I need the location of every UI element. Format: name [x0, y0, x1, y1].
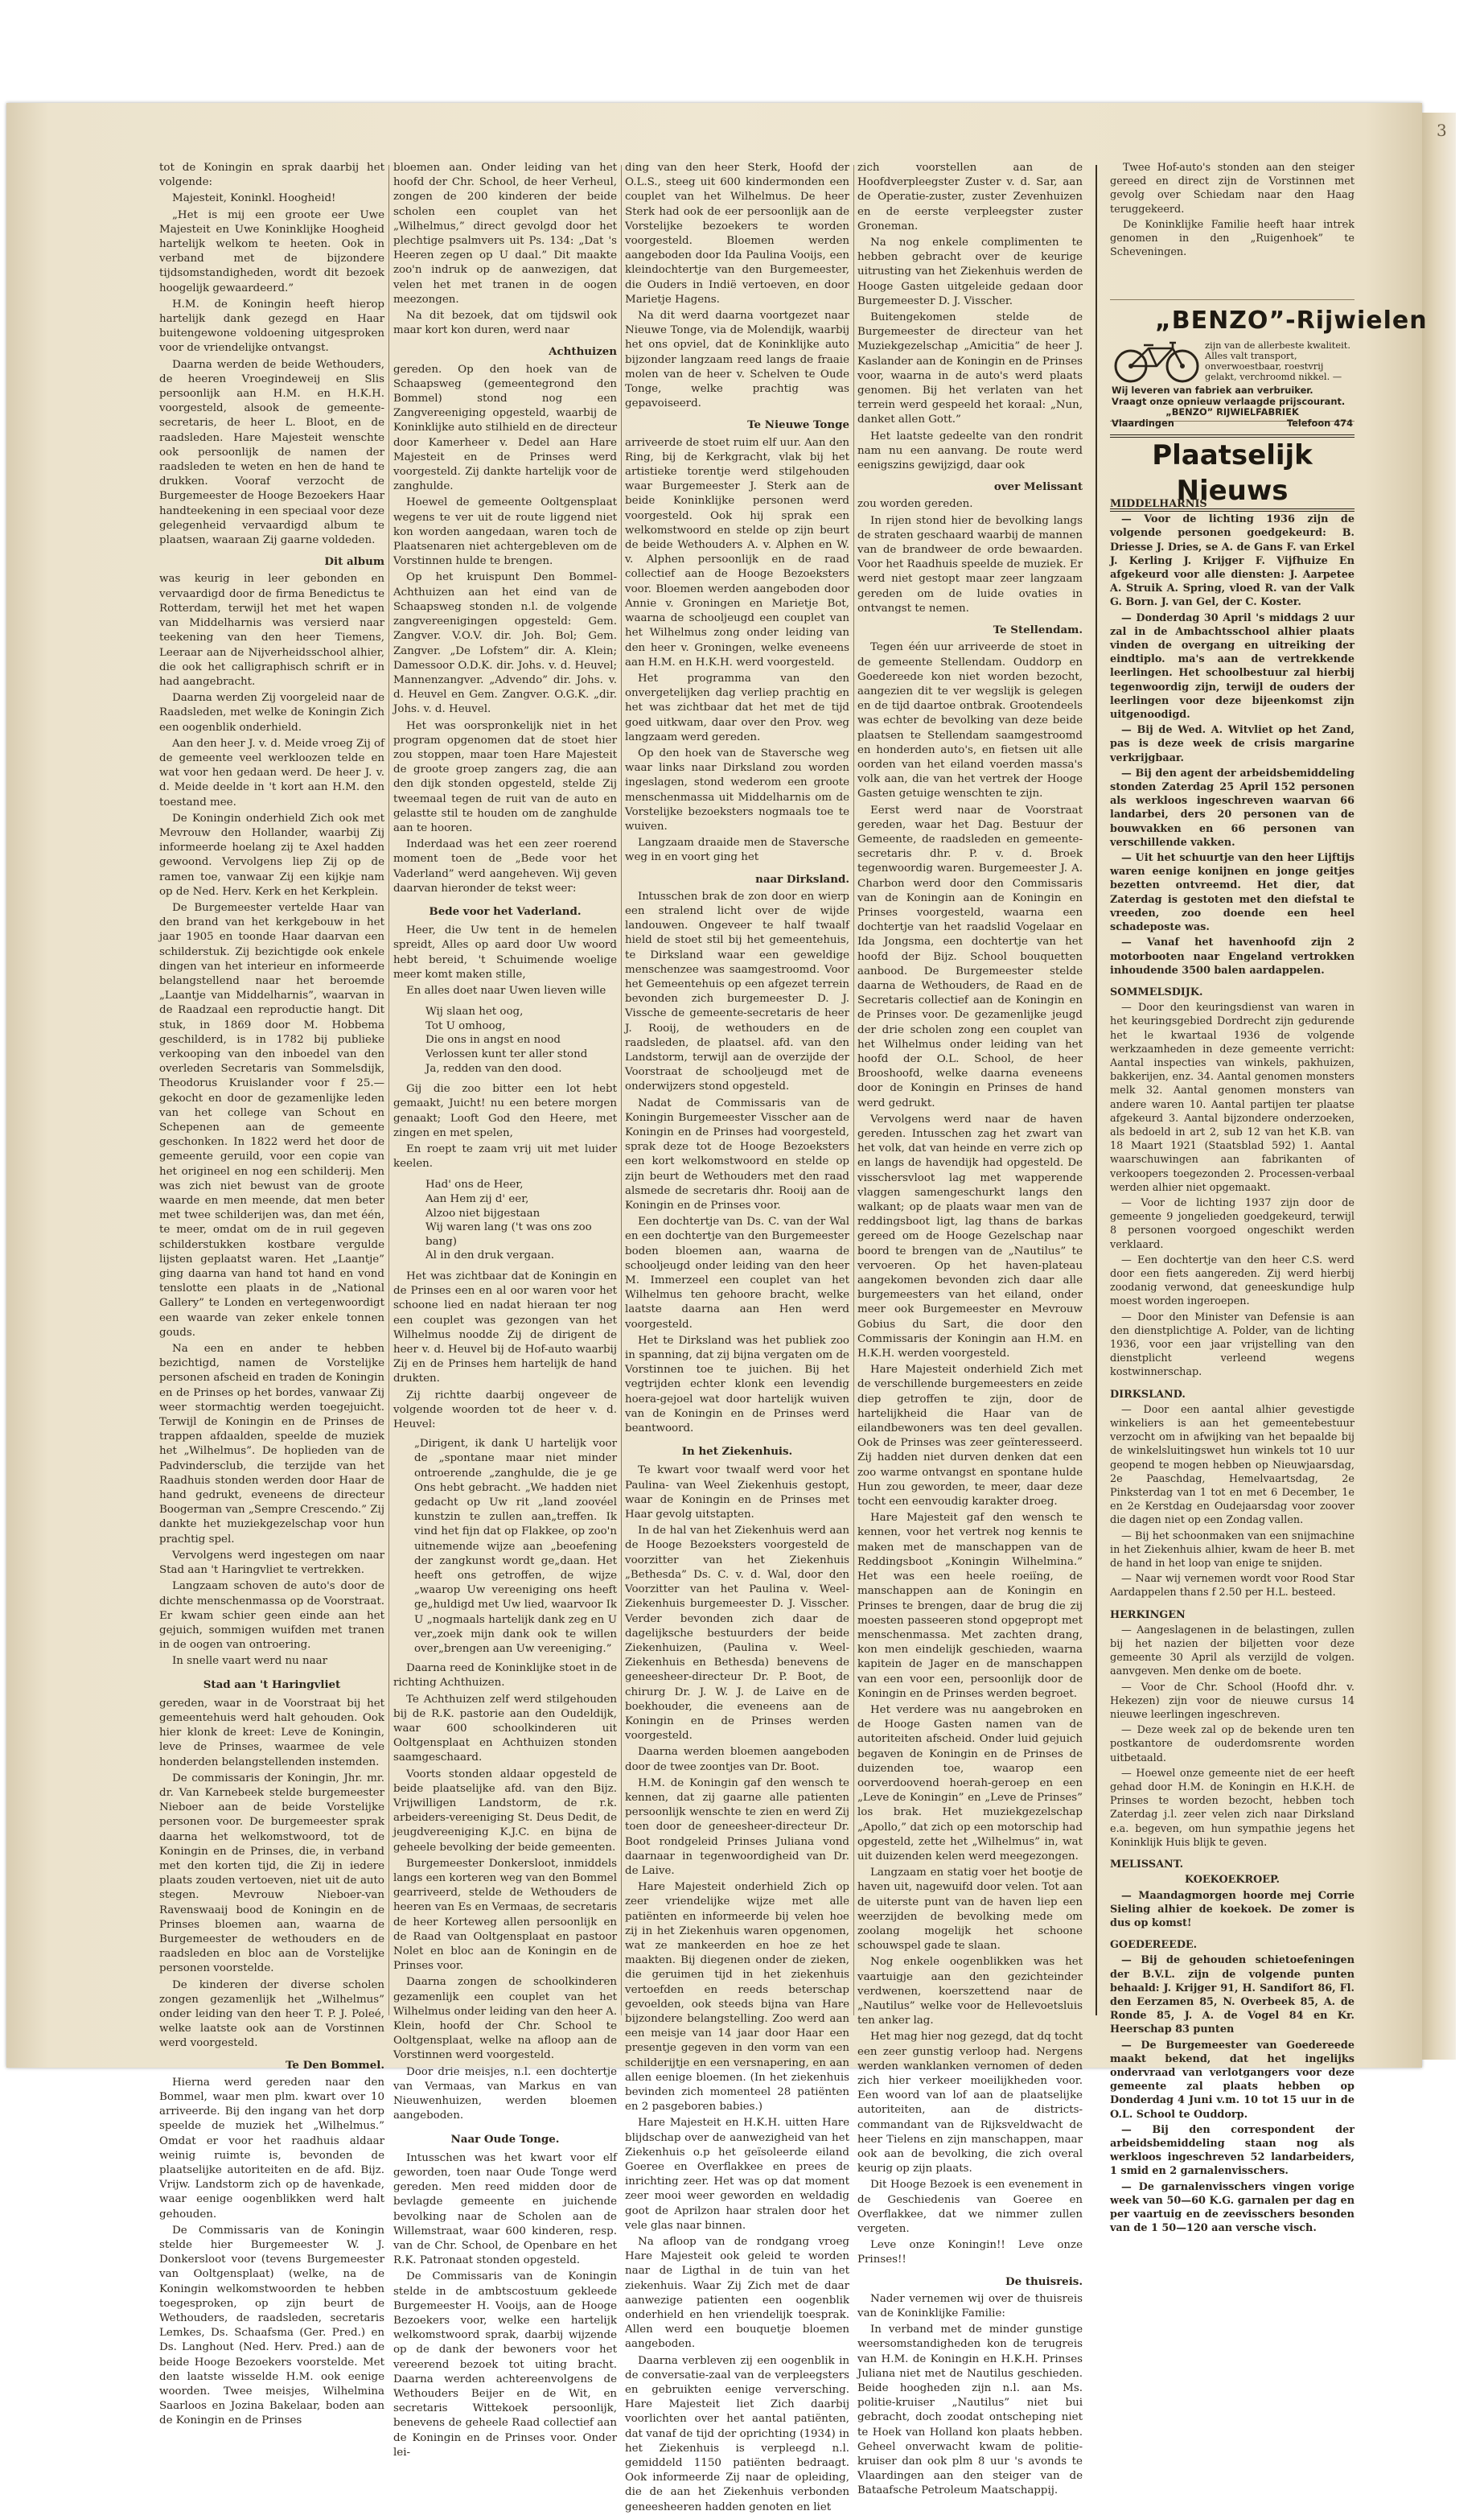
- advert-line-1: Wij leveren van fabriek aan verbruiker.: [1112, 385, 1313, 396]
- page-number: 3: [1437, 121, 1447, 140]
- article-paragraph: Na dit werd daarna voortgezet naar Nieuwe Tonge, via de Molendijk, waarbij het ons opviel, dat de Koninklijke auto bijzonder langzaam reed langs de fraaie molen van de heer v. Schelven te Oude Tonge, welke prachtig was gepavoiseerd.: [625, 310, 849, 410]
- column-1: [159, 161, 384, 2427]
- next-page-edge: [1422, 113, 1456, 2060]
- article-paragraph: Na afloop van de rondgang vroeg Hare Majesteit ook geleid te worden naar de Ligthal in de tuin van het ziekenhuis. Waar Zij Zich met de daar aanwezige patienten een oogenblik onderhield en hen vriendelijk toesprak. Allen werd een bouquetje bloemen aangeboden.: [625, 2236, 849, 2351]
- article-paragraph: Aan den heer J. v. d. Meide vroeg Zij of de gemeente veel werkloozen telde en wat voor hen gedaan werd. De heer J. v. d. Meide deelde in 't kort aan H.M. den toestand mee.: [159, 737, 384, 809]
- article-paragraph: Vervolgens werd ingestegen om naar Stad aan 't Haringvliet te vertrekken.: [159, 1549, 384, 1577]
- centered-subheading: In het Ziekenhuis.: [681, 1445, 793, 1459]
- intro-paragraph-2: De Koninklijke Familie heeft haar intrek genomen in den „Ruigenhoek” te Scheveningen.: [1110, 218, 1355, 259]
- article-paragraph: H.M. de Koningin gaf den wensch te kennen, dat zij gaarne alle patienten persoonlijk wenschte te zien en werd Zij toen door de geneesheer-directeur Dr. Boot rondgeleid Prinses Juliana vond daarnaar in tegenwoordigheid van Dr. de Laive.: [625, 1776, 849, 1877]
- article-paragraph: Langzaam draaide men de Staversche weg in en voort ging het: [625, 837, 849, 864]
- article-paragraph: Langzaam schoven de auto's door de dichte menschenmassa op de Voorstraat. Er kwam schier geen einde aan het gejuich, sommigen wuifden met tranen in de oogen van ontroering.: [159, 1580, 384, 1652]
- article-paragraph: Zij richtte daarbij ongeveer de volgende woorden tot de heer v. d. Heuvel:: [393, 1389, 617, 1430]
- article-paragraph: Majesteit, Koninkl. Hoogheid!: [172, 192, 336, 205]
- centered-subheading: Naar Oude Tonge.: [450, 2132, 560, 2146]
- poem-line: Aan Hem zij d' eer,: [425, 1192, 529, 1205]
- subheading: De thuisreis.: [1005, 2274, 1083, 2288]
- subheading: Achthuizen: [549, 345, 617, 359]
- poem-line: Ja, redden van den dood.: [425, 1062, 562, 1075]
- column-5-intro: [1110, 161, 1355, 298]
- article-paragraph: gereden. Op den hoek van de Schaapsweg (gemeentegrond den Bommel) stond nog een Zangvereeniging opgesteld, waarbij de Koninklijke auto stilhield en de directeur door Kamerheer v. Dedel aan Hare Majesteit en de Prinses werd voorgesteld. Zij dankte hartelijk voor de zanghulde.: [393, 363, 617, 493]
- news-item: — Naar wij vernemen wordt voor Rood Star Aardappelen thans f 2.50 per H.L. besteed.: [1110, 1573, 1355, 1599]
- section-heading: Plaatselijk Nieuws: [1110, 434, 1355, 512]
- article-paragraph: bloemen aan. Onder leiding van het hoofd der Chr. School, de heer Verheul, zongen de 200 kinderen der beide scholen een couplet van het „Wilhelmus,” direct gevolgd door het plechtige psalmvers uit Ps. 134: „Dat 's Heeren zegen op U daal.” Dit maakte zoo'n indruk op de aanwezigen, dat velen het met tranen in de oogen meezongen.: [393, 162, 617, 306]
- news-item: — Deze week zal op de bekende uren ten postkantore de ouderdomsrente worden uitbetaald.: [1110, 1724, 1355, 1764]
- article-paragraph: Het laatste gedeelte van den rondrit nam nu een aanvang. De route werd eenigszins gewijzigd, daar ook: [857, 430, 1083, 472]
- speech-quote: „Dirigent, ik dank U hartelijk voor de „spontane maar niet minder ontroerende „zanghulde, die je ge Ons hebt gebracht. „We hadden niet gedacht op Uw rit „land zoovéel kunstzin te zullen aan„treffen. Ik vind het fijn dat op Flakkee, op zoo'n uitnemende wijze aan „beoefening der zangkunst wordt ge„daan. Het heeft ons getroffen, de wijze „waarop Uw vereeniging ons heeft ge„huldigd met Uw lied, waarvoor Ik U „nogmaals hartelijk dank zeg en U ver„zoek mijn dank ook te willen over„brengen aan Uw vereeniging.”: [414, 1438, 617, 1655]
- column-rule: [621, 165, 622, 2015]
- poem-line: Wij slaan het oog,: [425, 1006, 524, 1019]
- article-paragraph: En alles doet naar Uwen lieven wille: [406, 984, 606, 997]
- article-paragraph: Het verdere was nu aangebroken en de Hooge Gasten namen van de autoriteiten afscheid. Onder luid gejuich begaven de Koningin en de Prinses de duizenden toe, waarop een oorverdoovend hoerah-geroep en een „Leve de Koningin” en „Leve de Prinses” los brak. Het muziekgezelschap „Apollo,” dat zich op een motorschip had opgesteld, zette het „Wilhelmus” in, wat uit duizenden kelen werd meegezongen.: [857, 1703, 1083, 1863]
- article-paragraph: Daarna zongen de schoolkinderen gezamenlijk een couplet van het Wilhelmus onder leiding van den heer A. Klein, hoofd der Chr. School te Ooltgensplaat, welke na afloop aan de Vorstinnen werd voorgesteld.: [393, 1976, 617, 2062]
- column-4: [857, 161, 1083, 2497]
- article-paragraph: Daarna reed de Koninklijke stoet in de richting Achthuizen.: [393, 1662, 617, 1690]
- news-location: HERKINGEN: [1110, 1608, 1186, 1621]
- advert-slogan: zijn van de allerbeste kwaliteit. Alles valt transport, onverwoestbaar, roestvrij gelakt, verchroomd nikkel. —: [1205, 340, 1350, 382]
- article-paragraph: ding van den heer Sterk, Hoofd der O.L.S., steeg uit 600 kindermonden een couplet van het Wilhelmus. De heer Sterk had ook de eer persoonlijk aan de Vorstelijke bezoekers te worden voorgesteld. Bloemen werden aangeboden door Ida Paulina Vooijs, een kleindochtertje van den Burgemeester, die Ouders in Indië vertoeven, en door Marietje Hagens.: [625, 162, 849, 306]
- news-item: — Door een aantal alhier gevestigde winkeliers is aan het gemeentebestuur verzocht om in afwijking van het bepaalde bij de winkelsluitingswet hun winkels tot 10 uur geopend te mogen hebben op Nieuwjaarsdag, 2e Paaschdag, Hemelvaartsdag, 2e Pinksterdag van 1 tot en met 6 December, 1e en 2e Kerstdag en Oudejaarsdag voor zoover die dagen niet op een Zondag vallen.: [1110, 1403, 1355, 1527]
- article-paragraph: Hare Majesteit onderhield Zich met de verschillende burgemeesters en zeide diep getroffen te zijn, door de hartelijkheid die Haar van de eilandbewoners was ten deel gevallen. Ook de Prinses was zeer geïnteresseerd. Zij hadden niet durven denken dat een zoo warme ontvangst en spontane hulde Hun zou geworden, te meer, daar deze tocht een eenvoudig karakter droeg.: [857, 1364, 1083, 1509]
- news-item: — Vanaf het havenhoofd zijn 2 motorbooten naar Engeland vertrokken inhoudende 3500 balen aardappelen.: [1110, 936, 1355, 977]
- article-paragraph: tot de Koningin en sprak daarbij het volgende:: [159, 162, 384, 189]
- article-paragraph: Het mag hier nog gezegd, dat dq tocht een zeer gunstig verloop had. Nergens werden wanklanken vernomen of deden zich hier verkeer moeilijkheden voor. Een woord van lof aan de plaatselijke autoriteiten, aan de districts-commandant van de Rijksveldwacht de heer Tielens en zijn manschappen, maar ook aan de bevolking, die zich overal keurig op zijn plaats.: [857, 2031, 1083, 2175]
- article-paragraph: H.M. de Koningin heeft hierop hartelijk dank gezegd en Haar buitengewone voldoening uitgesproken voor de vriendelijke ontvangst.: [159, 298, 384, 355]
- article-paragraph: De Commissaris van de Koningin stelde hier Burgemeester W. J. Donkersloot voor (tevens Burgemeester van Ooltgensplaat) (welke, na de Koningin welkomstwoorden te hebben toegesproken, op zijn beurt de Wethouders, de raadsleden, secretaris Lemkes, Ds. Schaafsma (Ger. Pred.) en Ds. Langhout (Ned. Herv. Pred.) aan de beide Hooge Bezoekers voorstelde. Met den laatste wisselde H.M. ook eenige woorden. Twee meisjes, Wilhelmina Saarloos en Jozina Bakelaar, boden aan de Koningin en de Prinses: [159, 2224, 384, 2427]
- article-paragraph: Vervolgens werd naar de haven gereden. Intusschen zag het zwart van het volk, dat van heinde en verre zich op en langs de havendijk had opgesteld. De visschersvloot lag met wapperende vlaggen samengeschurkt langs den walkant; op de plaats waar men van de reddingsboot ligt, lag thans de barkas gereed om de Hooge Gezelschap naar boord te brengen van de „Nautilus” te vervoeren. Op het haven-plateau aangekomen bevonden zich daar alle burgemeesters van het eiland, onder meer ook Burgemeester en Mevrouw Gobius du Sart, die door den Commissaris der Koningin aan H.M. en H.K.H. werden voorgesteld.: [857, 1113, 1083, 1360]
- centered-subheading: Bede voor het Vaderland.: [429, 904, 582, 918]
- article-paragraph: Na een en ander te hebben bezichtigd, namen de Vorstelijke personen afscheid en traden de Koningin en de Prinses op het bordes, vanwaar Zij weer stormachtig werden toegejuicht. Terwijl de Koningin en de Prinses de trappen afdaalden, speelde de muziek het „Wilhelmus”. De hoplieden van de Padvindersclub, die terzijde van het Raadhuis stonden werden door Haar de hand gedrukt, eveneens de directeur Boogerman van „Sempre Crescendo.” Zij dankte het muziekgezelschap voor hun prachtig spel.: [159, 1343, 384, 1546]
- article-paragraph: Na nog enkele complimenten te hebben gebracht over de keurige uitrusting van het Ziekenhuis werden de Hooge Gasten uitgeleide gedaan door Burgemeester D. J. Visscher.: [857, 237, 1083, 307]
- column-rule: [853, 165, 854, 2015]
- advert-bottom: [1112, 385, 1353, 429]
- news-item: — Bij het schoonmaken van een snijmachine in het Ziekenhuis alhier, kwam de heer B. met de hand in het loop van enige te snijden.: [1110, 1529, 1355, 1570]
- article-paragraph: Het was oorspronkelijk niet in het program opgenomen dat de stoet hier zou stoppen, maar toen Hare Majesteit de groote groep zangers zag, die aan den dijk stonden opgesteld, stelde Zij tweemaal tegen de ruit van de auto en gelastte stil te houden om de zanghulde aan te hooren.: [393, 719, 617, 834]
- article-paragraph: Door drie meisjes, n.l. een dochtertje van Vermaas, van Markus en van Nieuwenhuizen, werden bloemen aangeboden.: [393, 2065, 617, 2122]
- column-rule: [388, 165, 389, 2015]
- article-paragraph: En roept te zaam vrij uit met luider keelen.: [393, 1142, 617, 1171]
- article-paragraph: arriveerde de stoet ruim elf uur. Aan den Ring, bij de Kerkgracht, vlak bij het artistieke torentje werd stilgehouden waar Burgemeester J. Sterk aan de beide Koninklijke personen werd voorgesteld. Ook hij sprak een welkomstwoord en stelde op zijn beurt de beide Wethouders A. v. Alphen en W. v. Alphen persoonlijk en de raad collectief aan de Hooge Bezoeksters voor. Bloemen werden aangeboden door Annie v. Groningen en Marietje Bot, waarna de schooljeugd een couplet van het Wilhelmus zong onder leiding van den heer v. Groningen, welke eveneens aan H.M. en H.K.H. werd voorgesteld.: [625, 436, 849, 669]
- bicycle-icon: [1112, 339, 1202, 384]
- article-paragraph: Buitengekomen stelde de Burgemeester de directeur van het Muziekgezelschap „Amicitia” de heer J. Kaslander aan de Koningin en de Prinses voor, waarna in de auto's werd plaats genomen. Bij het verlaten van het terrein werd gespeeld het koraal: „Nun, danket allen Gott.”: [857, 311, 1083, 426]
- local-news-body: [1110, 489, 1355, 2235]
- article-paragraph: Hoewel de gemeente Ooltgensplaat wegens te ver uit de route liggend niet kon worden aangedaan, waren toch de Plaatsenaren niet achtergebleven om de Vorstinnen hulde te brengen.: [393, 496, 617, 568]
- news-location: DIRKSLAND.: [1110, 1388, 1186, 1401]
- poem-line: Al in den druk vergaan.: [425, 1249, 555, 1262]
- news-item: — Donderdag 30 April 's middags 2 uur zal in de Ambachtsschool alhier plaats vinden de overgang en uitreiking der eindtiplo. ma's aan de vertrekkende leerlingen. Het schoolbestuur zal hierbij tegenwoordig zijn, terwijl de ouders der leerlingen voor deze bijeenkomst zijn uitgenoodigd.: [1110, 611, 1355, 722]
- news-item: — Aangeslagenen in de belastingen, zullen bij het nazien der biljetten voor deze gemeente 30 April als verzijld de volgen. aanvgeven. Men denke om de boete.: [1110, 1624, 1355, 1678]
- article-paragraph: Eerst werd naar de Voorstraat gereden, waar het Dag. Bestuur der Gemeente, de raadsleden en gemeente-secretaris dhr. P. v. d. Broek tegenwoordig waren. Burgemeester J. A. Charbon werd door den Commissaris van de Koningin aan de Koningin en Prinses voorgesteld, waarna een dochtertje van het raadslid Vogelaar en Ida Jongsma, een dochtertje van het hoofd der Bijz. School bouquetten aanbood. De Burgemeester stelde daarna de Wethouders, de Raad en de Secretaris collectief aan de Koningin en de Prinses voor. De gezamenlijke jeugd der drie scholen zong een couplet van het Wilhelmus onder leiding van het hoofd der O.L. School, de heer Brooshoofd, welke daarna eveneens door de Koningin en Prinses de hand werd gedrukt.: [857, 804, 1083, 1109]
- news-item: — De Burgemeester van Goedereede maakt bekend, dat het ingelijks ondervraad van verlotgangers voor deze gemeente zal plaats hebben op Donderdag 4 Juni v.m. 10 tot 15 uur in de O.L. School te Ouddorp.: [1110, 2039, 1355, 2121]
- article-paragraph: Heer, die Uw tent in de hemelen spreidt, Alles op aard door Uw woord hebt bereid, 't Schuimende woelige meer komt maken stille,: [393, 924, 617, 981]
- news-item: — Voor de lichting 1937 zijn door de gemeente 9 jongelieden goedgekeurd, terwijl 8 personen voorgoed ongeschikt werden verklaard.: [1110, 1196, 1355, 1251]
- news-item: — Bij den agent der arbeidsbemiddeling stonden Zaterdag 25 April 152 personen als werkloos ingeschreven waarvan 66 landarbei, ders 20 personen van de bouwvakken en 66 personen van verschillende vakken.: [1110, 767, 1355, 849]
- article-paragraph: Te kwart voor twaalf werd voor het Paulina- van Weel Ziekenhuis gestopt, waar de Koningin en de Prinses met Haar gevolg uitstapten.: [625, 1464, 849, 1521]
- article-paragraph: De commissaris der Koningin, Jhr. mr. dr. Van Karnebeek stelde burgemeester Nieboer aan de beide Vorstelijke personen voor. De burgemeester sprak daarna het welkomstwoord, tot de Koningin en de Prinses, die, in verband met den korten tijd, die Zij in iedere plaats zouden vertoeven, niet uit de auto stegen. Mevrouw Nieboer-van Ravenswaaij bood de Koningin en de Prinses bloemen aan, waarna de Burgemeester de wethouders en de raadsleden en bloc aan de Vorstelijke personen voorstelde.: [159, 1772, 384, 1975]
- news-item: — Voor de Chr. School (Hoofd dhr. v. Hekezen) zijn voor de nieuwe cursus 14 nieuwe leerlingen ingeschreven.: [1110, 1681, 1355, 1722]
- article-paragraph: Hare Majesteit en H.K.H. uitten Hare blijdschap over de aanwezigheid van het Ziekenhuis o.p het geïsoleerde eiland Goeree en Overflakkee en prees de inrichting zeer. Het was op dat moment zeer mooi weer geworden en weldadig goot de Aprilzon haar stralen door het vele glas naar binnen.: [625, 2117, 849, 2232]
- article-paragraph: Daarna werden bloemen aangeboden door de twee zoontjes van Dr. Boot.: [625, 1746, 849, 1773]
- subheading: Te Stellendam.: [993, 624, 1083, 637]
- article-paragraph: Het was zichtbaar dat de Koningin en de Prinses een en al oor waren voor het schoone lied en nadat hieraan ter nog een couplet was gezongen van het Wilhelmus noodde Zij de dirigent de heer v. d. Heuvel bij de Hof-auto waarbij Zij en de Prinses hem hartelijk de hand drukten.: [393, 1270, 617, 1385]
- article-paragraph: Daarna werden Zij voorgeleid naar de Raadsleden, met welke de Koningin Zich een oogenblik onderhield.: [159, 692, 384, 734]
- article-paragraph: Voorts stonden aldaar opgesteld de beide plaatselijke afd. van den Bijz. Vrijwilligen Landstorm, de r.k. arbeiders-vereeniging St. Deus Dedit, de jeugdvereeniging K.J.C. en bijna de geheele bevolking der beide gemeenten.: [393, 1768, 617, 1854]
- article-paragraph: Daarna verbleven zij een oogenblik in de conversatie-zaal van de verpleegsters en gebruikten eenige verversching. Hare Majesteit liet Zich daarbij voorlichten over het aantal patiënten, dat vanaf de tijd der oprichting (1934) in het Ziekenhuis is verpleegd n.l. gemiddeld 1150 patiënten bedraagt. Ook informeerde Zij naar de opleiding, die de aan het Ziekenhuis verbonden geneesheeren hadden genoten en liet: [625, 2354, 849, 2513]
- news-subheading: KOEKOEKROEP.: [1185, 1874, 1280, 1887]
- advert-title: „BENZO”-Rijwielen: [1155, 307, 1428, 335]
- article-paragraph: Hare Majesteit onderhield Zich op zeer vriendelijke wijze met alle patiënten en informeerde bij velen hoe zij in het Ziekenhuis waren opgenomen, wat ze mankeerden en hoe ze het maakten. Bij diegenen onder de zieken, die geruimen tijd in het ziekenhuis vertoefden en reeds beterschap gevoelden, ook steeds bijna van Hare bijzondere belangstelling. Zoo werd aan een meisje van 14 jaar door Haar een presentje gegeven in den vorm van een schilderijtje en een versnapering, en aan allen eenige bloemen. (In het ziekenhuis bevinden zich momenteel 28 patiënten en 2 pasgeboren babies.): [625, 1881, 849, 2114]
- article-paragraph: zou worden gereden.: [857, 498, 973, 511]
- article-paragraph: De Commissaris van de Koningin stelde in de ambtscostuum gekleede Burgemeester H. Vooijs, aan de Hooge Bezoekers voor, welke een hartelijk welkomstwoord sprak, daarbij wijzende op de dank der bewoners voor het vereerend bezoek tot uiting bracht. Daarna werden achtereenvolgens de Wethouders Beijer en de Wit, en secretaris Wittekoek persoonlijk, benevens de geheele Raad collectief aan de Koningin en de Prinses voor. Onder lei-: [393, 2270, 617, 2459]
- article-paragraph: Op den hoek van de Staversche weg waar links naar Dirksland zou worden ingeslagen, stond wederom een groote menschenmassa uit Middelharnis om de Vorstelijke bezoeksters nogmaals toe te wuiven.: [625, 747, 849, 833]
- article-paragraph: Tegen één uur arriveerde de stoet in de gemeente Stellendam. Ouddorp en Goedereede kon niet worden bezocht, aangezien dit te ver wegslijk is gelegen en de tijd daartoe ontbrak. Grootendeels was echter de bevolking van deze beide plaatsen te Stellendam saamgestroomd en honderden auto's, en fietsen uit alle oorden van het eiland voerden massa's volk aan, die van het vertrek der Hooge Gasten getuige wenschten te zijn.: [857, 641, 1083, 801]
- article-paragraph: Hierna werd gereden naar den Bommel, waar men plm. kwart over 10 arriveerde. Bij den ingang van het dorp speelde de muziek het „Wilhelmus.” Omdat er voor het raadhuis aldaar weinig ruimte is, bevonden de plaatselijke autoriteiten en de afd. Bijz. Vrijw. Landstorm zich op de havenkade, waar eenige oogenblikken werd halt gehouden.: [159, 2076, 384, 2221]
- article-paragraph: De Burgemeester vertelde Haar van den brand van het kerkgebouw in het jaar 1905 en toonde Haar daarvan een schilderstuk. Zij bezichtigde ook enkele dingen van het interieur en informeerde belangstellend naar het beroemde „Laantje van Middelharnis”, waarvan in de Raadzaal een reproductie hangt. Dit stuk, in 1869 door M. Hobbema geschilderd, is in 1782 bij publieke verkooping van den inboedel van den overleden Secretaris van Sommelsdijk, Theodorus Kruislander voor f 25.— gekocht en door de gezamenlijke leden van het college van Schout en Schepenen aan de gemeente geschonken. In 1822 werd het door de gemeente geruild, voor een copie van het origineel en nog een schilderij. Men was zich niet bewust van de groote waarde en men meende, dat men beter met twee schilderijen was, dan met één, te meer, omdat om de in ruil gegeven schilderstukken kostbare vergulde lijsten geplaatst waren. Het „Laantje” ging daarna van hand tot hand en vond tenslotte een plaats in de „National Gallery” te Londen en vertegenwoordigt een waarde van zeker enkele tonnen gouds.: [159, 901, 384, 1339]
- article-paragraph: Burgemeester Donkersloot, inmiddels langs een korteren weg van den Bommel gearriveerd, stelde de Wethouders de heeren van Es en Vermaas, de secretaris de heer Korteweg allen persoonlijk en de Raad van Ooltgensplaat en pastoor Nolet en bloc aan de Koningin en de Prinses voor.: [393, 1857, 617, 1973]
- article-paragraph: Het programma van den onvergetelijken dag verliep prachtig en het was zichtbaar dat het met de tijd goed uitkwam, daar over den Prov. weg langzaam werd gereden.: [625, 672, 849, 743]
- news-item: — Maandagmorgen hoorde mej Corrie Sieling alhier de koekoek. De zomer is dus op komst!: [1110, 1889, 1355, 1929]
- poem-line: Verlossen kunt ter aller stond: [425, 1048, 588, 1060]
- advert-line-2: Vraagt onze opnieuw verlaagde prijscourant.: [1112, 395, 1346, 407]
- article-paragraph: Dit Hooge Bezoek is een evenement in de Geschiedenis van Goeree en Overflakkee, dat we nimmer zullen vergeten.: [857, 2179, 1083, 2236]
- centered-subheading: Stad aan 't Haringvliet: [203, 1677, 341, 1691]
- news-item: — Een dochtertje van den heer C.S. werd door een fiets aangereden. Zij werd hierbij zoodanig verwond, dat geneeskundige hulp moest worden ingeroepen.: [1110, 1253, 1355, 1308]
- column-rule-thick: [1096, 165, 1097, 2015]
- article-paragraph: gereden, waar in de Voorstraat bij het gemeentehuis werd halt gehouden. Ook hier klonk de kreet: Leve de Koningin, leve de Prinses, waarmee de vele honderden belangstellenden instemden.: [159, 1697, 384, 1768]
- news-item: — Bij de Wed. A. Witvliet op het Zand, pas is deze week de crisis margarine verkrijgbaar.: [1110, 724, 1355, 764]
- article-paragraph: Inderdaad was het een zeer roerend moment toen de „Bede voor het Vaderland” werd aangeheven. Wij geven daarvan hieronder de tekst weer:: [393, 838, 617, 895]
- news-location: MIDDELHARNIS: [1110, 498, 1207, 510]
- article-paragraph: „Het is mij een groote eer Uwe Majesteit en Uwe Koninklijke Hoogheid hartelijk welkom te heeten. Ook in verband met de bijzondere tijdsomstandigheden, wordt dit bezoek hoogelijk gewaardeerd.”: [159, 208, 384, 294]
- article-paragraph: Daarna werden de beide Wethouders, de heeren Vroegindeweij en Slis persoonlijk aan H.M. en H.K.H. voorgesteld, alsook de gemeente-secretaris, de heer L. Bloot, en de raadsleden. Hare Majesteit wenschte ook persoonlijk de namen der raadsleden te weten en hen de hand te drukken. Vooraf verzocht de Burgemeester de Hooge Bezoekers Haar handteekening in een speciaal voor deze gelegenheid vervaardigd album te plaatsen, waaraan Zij gaarne voldeden.: [159, 358, 384, 547]
- news-item: — De garnalenvisschers vingen vorige week van 50—60 K.G. garnalen per dag en per vaartuig en de zeevisschers besonden van de 1 50—120 aan versche visch.: [1110, 2180, 1355, 2235]
- intro-paragraph: Twee Hof-auto's stonden aan den steiger gereed en direct zijn de Vorstinnen met gevolg over Schiedam naar den Haag teruggekeerd.: [1110, 162, 1355, 216]
- article-paragraph: was keurig in leer gebonden en vervaardigd door de firma Benedictus te Rotterdam, terwijl het met het wapen van Middelharnis was versierd naar teekening van den heer Tiemens, Leeraar aan de Nijverheidsschool alhier, die ook het calligraphisch schrift er in had aangebracht.: [159, 573, 384, 688]
- news-location: SOMMELSDIJK.: [1110, 986, 1203, 998]
- subheading: Te Nieuwe Tonge: [747, 418, 849, 432]
- poem-line: Die ons in angst en nood: [425, 1034, 561, 1047]
- column-2: [393, 161, 617, 2459]
- news-item: — Voor de lichting 1936 zijn de volgende personen goedgekeurd: B. Driesse J. Dries, se A. de Gans F. van Erkel J. Kerling J. Krijger F. Vijfhuize En afgekeurd voor alle diensten: J. Aarpetee A. Struik A. Spring, vloed R. van der Valk G. Born. J. van Gel, der C. Koster.: [1110, 513, 1355, 609]
- article-paragraph: In de hal van het Ziekenhuis werd aan de Hooge Bezoeksters voorgesteld de voorzitter van het Ziekenhuis „Bethesda” Ds. C. v. d. Wal, door den Voorzitter van het Paulina v. Weel-Ziekenhuis burgemeester D. J. Visscher. Verder bevonden zich daar de dagelijksche bestuurders der beide Ziekenhuizen, (Paulina v. Weel-Ziekenhuis en Bethesda) benevens de geneesheer-directeur Dr. P. Boot, de chirurg Dr. J. W. J. de Laive en de boekhouder, die eveneens aan de Koningin en de Prinses werden voorgesteld.: [625, 1525, 849, 1743]
- poem-stanza: [425, 1178, 617, 1263]
- benzo-bicycle-advert: [1110, 299, 1428, 429]
- news-item: — Hoewel onze gemeente niet de eer heeft gehad door H.M. de Koningin en H.K.H. de Prinses te worden bezocht, hebben toch Zaterdag j.l. zeer velen zich naar Dirksland e.a. begeven, om hun sympathie jegens het Koninklijk Huis blijk te geven.: [1110, 1767, 1355, 1849]
- article-paragraph: In snelle vaart werd nu naar: [172, 1655, 328, 1668]
- article-paragraph: Het te Dirksland was het publiek zoo in spanning, dat zij bijna vergaten om de Vorstinnen toe te juichen. Bij het vegtrijden echter klonk een levendig hoera-gejoel wat door hartelijk wuiven van de Koningin en de Prinses werd beantwoord.: [625, 1334, 849, 1435]
- article-paragraph: Hare Majesteit gaf den wensch te kennen, voor het vertrek nog kennis te maken met de manschappen van de Reddingsboot „Koningin Wilhelmina.” Het was een heele roeiïng, de manschappen aan de Koningin en Prinses te brengen, daar de brug die zij moesten passeeren stond opgepropt met menschenmassa. Met zachten drang, kon men eindelijk geschieden, waarna kapitein de Jager en de manschappen van een voor een, persoonlijk door de Koningin en de Prinses werden begroet.: [857, 1512, 1083, 1700]
- news-location: GOEDEREEDE.: [1110, 1939, 1198, 1952]
- article-paragraph: Nadat de Commissaris van de Koningin Burgemeester Visscher aan de Koningin en de Prinses had voorgesteld, sprak deze tot de Hooge Bezoeksters een kort welkomstwoord en stelde op zijn beurt de Wethouders met den raad alsmede de secretaris dhr. Rooij aan de Koningin en de Prinses voor.: [625, 1097, 849, 1212]
- news-item: — Door den Minister van Defensie is aan den dienstplichtige A. Polder, van de lichting 1936, voor een jaar vrijstelling van den dienstplicht verleend wegens kostwinnerschap.: [1110, 1311, 1355, 1379]
- poem-line: Had' ons de Heer,: [425, 1179, 524, 1192]
- article-paragraph: Leve onze Koningin!! Leve onze Prinses!!: [857, 2239, 1083, 2266]
- subheading: naar Dirksland.: [755, 872, 849, 886]
- poem-line: Tot U omhoog,: [425, 1019, 506, 1032]
- advert-city: Vlaardingen: [1112, 417, 1174, 429]
- article-paragraph: Een dochtertje van Ds. C. van der Wal en een dochtertje van den Burgemeester boden bloemen aan, waarna de schooljeugd onder leiding van den heer M. Immerzeel een couplet van het Wilhelmus ten gehoore bracht, welke laatste daarna aan Hen werd voorgesteld.: [625, 1216, 849, 1331]
- article-paragraph: De Koningin onderhield Zich ook met Mevrouw den Hollander, waarbij Zij informeerde hoelang zij te Axel hadden gewoond. Vervolgens liep Zij op de ramen toe, vanwaar Zij een kijkje nam op de Ned. Herv. Kerk en het Kerkplein.: [159, 812, 384, 898]
- subheading: Te Den Bommel.: [286, 2058, 384, 2072]
- article-paragraph: In verband met de minder gunstige weersomstandigheden kon de terugreis van H.M. de Koningin en H.K.H. Prinses Juliana niet met de Nautilus geschieden. Beide hoogheden zijn n.l. aan Ms. politie-kruiser „Nautilus” niet bui gebracht, doch zoodat ontscheping niet te Hoek van Holland kon plaats hebben. Geheel onverwacht kwam de politie-kruiser dan ook plm 8 uur 's avonds te Vlaardingen aan den steiger van de Bataafsche Petroleum Maatschappij.: [857, 2324, 1083, 2497]
- article-paragraph: Na dit bezoek, dat om tijdswil ook maar kort kon duren, werd naar: [393, 310, 617, 337]
- article-paragraph: Nader vernemen wij over de thuisreis van de Koninklijke Familie:: [857, 2292, 1083, 2320]
- article-paragraph: Langzaam en statig voer het bootje de haven uit, nagewuifd door velen. Tot aan de uiterste punt van de haven liep een weerzijden de bevolking mede om zoolang mogelijk het schoone schouwspel gade te slaan.: [857, 1867, 1083, 1953]
- news-item: — Bij de gehouden schietoefeningen der B.V.L. zijn de volgende punten behaald: J. Krijger 91, H. Sandifort 86, Fl. den Eerzamen 85, N. Overbeek 85, A. de Ronde 85, J. A. de Vogel 84 en Kr. Heerschap 83 punten: [1110, 1954, 1355, 2036]
- advert-company: „BENZO” RIJWIELFABRIEK: [1165, 406, 1299, 418]
- subheading: over Melissant: [993, 480, 1083, 494]
- news-item: — Door den keuringsdienst van waren in het keuringsgebied Dordrecht zijn gedurende het le kwartaal 1936 de volgende werkzaamheden in deze gemeente verricht: Aantal inspecties van winkels, pakhuizen, bakkerijen, enz. 34. Aantal genomen monsters melk 32. Aantal genomen monsters van andere waren 10. Aantal partijen ter plaatse afgekeurd 3. Aantal bijzondere onderzoeken, als bedoeld in art 2, sub 12 van het K.B. van 18 Maart 1921 (Staatsblad 592) 1. Aantal waarschuwingen aan fabrikanten of verkoopers toegezonden 2. Processen-verbaal werden alhier niet opgemaakt.: [1110, 1002, 1355, 1194]
- poem-line: Alzoo niet bijgestaan: [425, 1207, 541, 1220]
- article-paragraph: Intusschen brak de zon door en wierp een stralend licht over de wijde landouwen. Ongeveer te half twaalf hield de stoet stil bij het gemeentehuis, te Dirksland waar een geweldige menschenzee was saamgestroomd. Voor het Gemeentehuis op een afgezet terrein bevonden zich burgemeester D. J. Vissche de gemeente-secretaris de heer J. Rooij, de wethouders en de raadsleden, de plaatsel. afd. van den Landstorm, terwijl aan de overzijde der Voorstraat de schooljeugd met de onderwijzers stond opgesteld.: [625, 890, 849, 1093]
- article-paragraph: Gij die zoo bitter een lot hebt gemaakt, Juicht! nu een betere morgen genaakt; Looft God den Heere, met zingen en met spelen,: [393, 1083, 617, 1139]
- article-paragraph: Nog enkele oogenblikken was het vaartuigje aan den gezichteinder verdwenen, koerszettend naar de „Nautilus” welke voor de Hellevoetsluis ten anker lag.: [857, 1956, 1083, 2027]
- news-item: — Uit het schuurtje van den heer Lijftijs waren eenige konijnen en jonge geitjes bezetten ontvreemd. Het dier, dat Zaterdag is gestoten met den diefstal te vreeden, zoo doende een heel schadeposte was.: [1110, 852, 1355, 934]
- article-paragraph: Te Achthuizen zelf werd stilgehouden bij de R.K. pastorie aan den Oudeldijk, waar 600 schoolkinderen uit Ooltgensplaat en Achthuizen stonden saamgeschaard.: [393, 1693, 617, 1764]
- news-location: MELISSANT.: [1110, 1858, 1184, 1871]
- advert-footer: [1112, 418, 1353, 430]
- article-paragraph: De kinderen der diverse scholen zongen gezamenlijk het „Wilhelmus” onder leiding van den heer T. P. J. Poleé, welke laatste ook aan de Vorstinnen werd voorgesteld.: [159, 1978, 384, 2050]
- poem-stanza: [425, 1005, 617, 1076]
- column-3: [625, 161, 849, 2513]
- advert-phone: Telefoon 474: [1286, 417, 1353, 429]
- article-paragraph: In rijen stond hier de bevolking langs de straten geschaard waarbij de mannen van de brandweer de orde bewaarden. Voor het Raadhuis speelde de muziek. Er werd niet gestopt maar zeer langzaam gereden om de luide ovaties in ontvangst te nemen.: [857, 514, 1083, 615]
- news-item: — Bij den correspondent der arbeidsbemiddeling staan nog als werkloos ingeschreven 52 landarbeiders, 1 smid en 2 garnalenvisschers.: [1110, 2123, 1355, 2178]
- article-paragraph: zich voorstellen aan de Hoofdverpleegster Zuster v. d. Sar, aan de Operatie-zuster, zuster Zevenhuizen en de eerste verpleegster zuster Groneman.: [857, 162, 1083, 233]
- poem-line: Wij waren lang ('t was ons zoo bang): [425, 1221, 592, 1248]
- subheading: Dit album: [324, 555, 384, 569]
- article-paragraph: Intusschen was het kwart voor elf geworden, toen naar Oude Tonge werd gereden. Men reed midden door de bevlagde gemeente en juichende bevolking naar de Scholen aan de Willemstraat, waar 600 kinderen, resp. van de Chr. School, de Openbare en het R.K. Patronaat stonden opgesteld.: [393, 2151, 617, 2267]
- article-paragraph: Op het kruispunt Den Bommel-Achthuizen aan het eind van de Schaapsweg stonden n.l. de volgende zangvereenigingen opgesteld: Gem. Zangver. V.O.V. dir. Joh. Bol; Gem. Zangver. „De Lofstem” dir. A. Klein; Damessoor O.D.K. dir. Johs. v. d. Heuvel; Mannenzangver. „Advendo” dir. Johs. v. d. Heuvel en Gem. Zangver. O.G.K. „dir. Johs. v. d. Heuvel.: [393, 571, 617, 716]
